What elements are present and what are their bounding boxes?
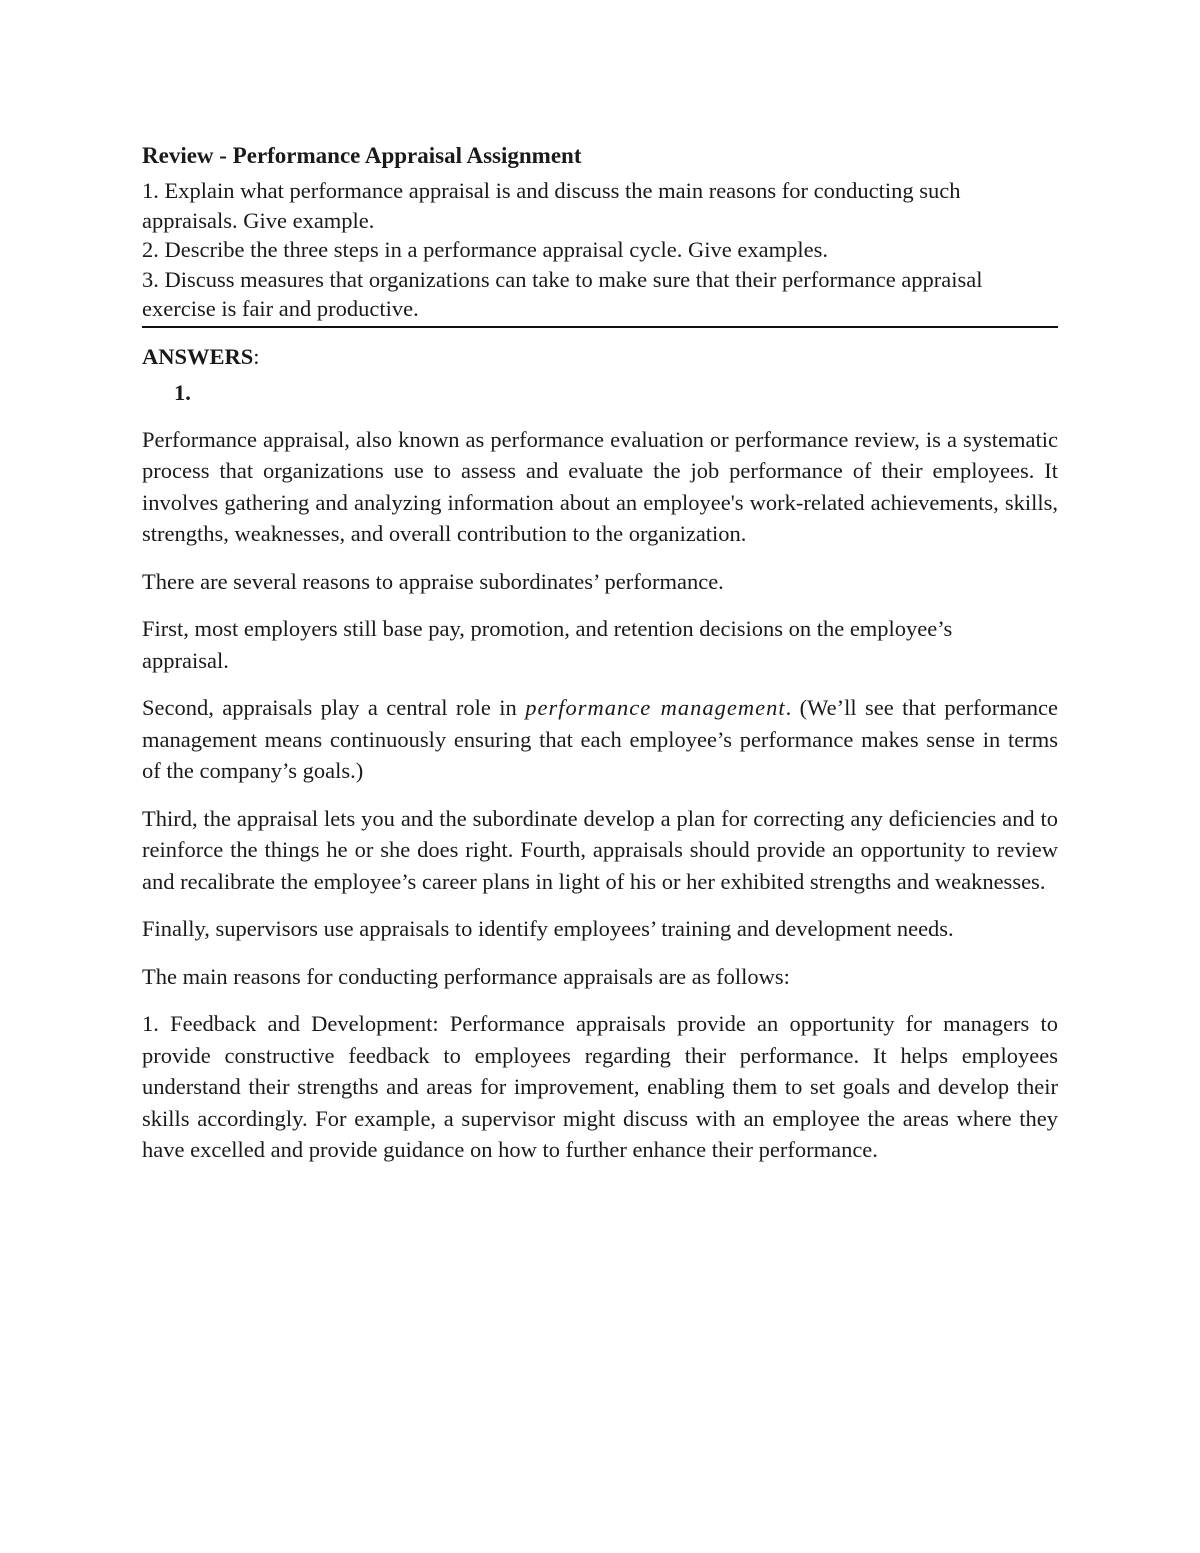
- paragraph-second-reason: [142, 692, 1058, 787]
- document-title: Review - Performance Appraisal Assignment: [142, 143, 582, 168]
- paragraph-final-reason: Finally, supervisors use appraisals to identify employees’ training and development needs.: [142, 916, 954, 941]
- second-reason-text-after: . (We’ll see that performance management means continuously ensuring that each employee’s performance makes sense in terms of the company’s goals.): [142, 695, 1058, 783]
- answers-heading-colon: :: [253, 343, 260, 369]
- paragraph-first-reason: [142, 613, 1058, 676]
- paragraph-main-reasons-intro: The main reasons for conducting performance appraisals are as follows:: [142, 963, 790, 989]
- paragraph-feedback-development: 1. Feedback and Development: Performance appraisals provide an opportunity for managers to provide constructive feedback to employees regarding their performance. It helps employees understand their strengths and areas for improvement, enabling them to set goals and develop their skills accordingly. For example, a supervisor might discuss with an employee the areas where they have excelled and provide guidance on how to further enhance their performance.: [142, 1011, 1058, 1162]
- question-3: 3. Discuss measures that organizations can take to make sure that their performance appraisal exercise is fair and productive.: [142, 266, 983, 321]
- paragraph-reasons-intro: There are several reasons to appraise subordinates’ performance.: [142, 568, 724, 594]
- paragraph-third-reason: Third, the appraisal lets you and the subordinate develop a plan for correcting any deficiencies and to reinforce the things he or she does right. Fourth, appraisals should provide an opportunity to review and recalibrate the employee’s career plans in light of his or her exhibited strengths and weaknesses.: [142, 805, 1058, 894]
- answers-heading: [142, 342, 1058, 372]
- second-reason-text-before: Second, appraisals play a central role in: [142, 695, 526, 720]
- question-list: [142, 176, 1058, 328]
- performance-management-term: performance management: [525, 695, 786, 720]
- answer-number: 1.: [174, 379, 191, 405]
- document-page: [142, 140, 1058, 1182]
- first-reason-line-2: appraisal.: [142, 647, 229, 673]
- question-1: 1. Explain what performance appraisal is and discuss the main reasons for conducting such appraisals. Give example.: [142, 178, 961, 233]
- answers-heading-text: ANSWERS: [142, 343, 254, 369]
- first-reason-line-1: First, most employers still base pay, promotion, and retention decisions on the employee’s: [142, 616, 953, 641]
- question-2: 2. Describe the three steps in a performance appraisal cycle. Give examples.: [142, 237, 828, 262]
- paragraph-definition: Performance appraisal, also known as performance evaluation or performance review, is a systematic process that organizations use to assess and evaluate the job performance of their employees. It involves gathering and analyzing information about an employee's work-related achievements, skills, strengths, weaknesses, and overall contribution to the organization.: [142, 426, 1058, 546]
